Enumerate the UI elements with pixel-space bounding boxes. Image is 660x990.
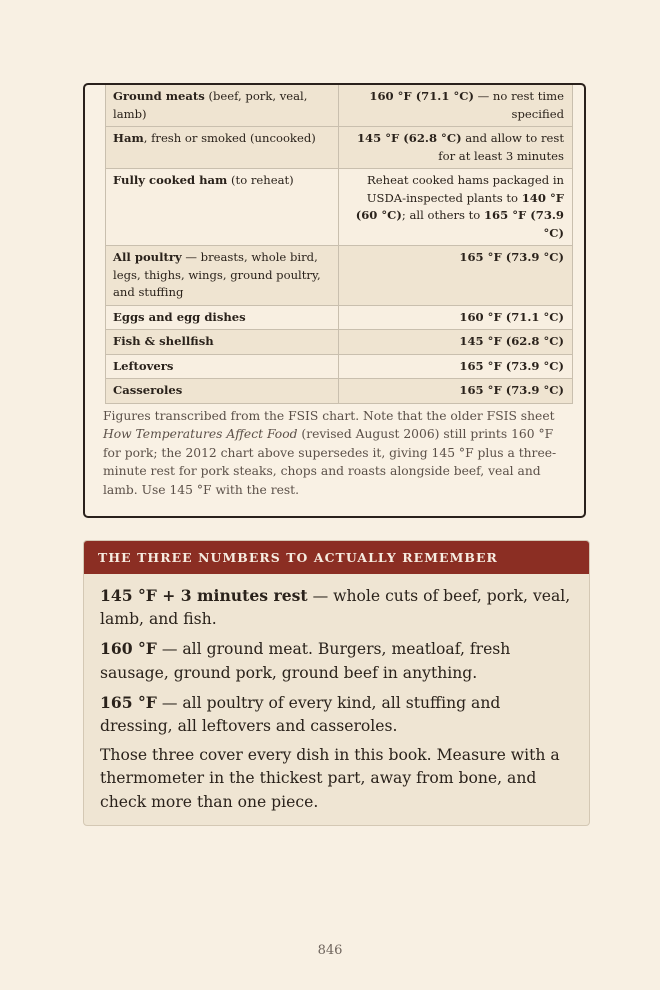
page-number: 846 [317,943,343,958]
figure-note [103,407,573,499]
food-name: Eggs and egg dishes [113,309,246,324]
temperature-cell [339,330,573,355]
temperature-cell [339,305,573,330]
table-row [106,246,573,306]
food-cell [106,85,339,127]
food-cell [106,169,339,246]
food-name: All poultry [113,250,182,264]
callout-body [84,574,589,814]
temperature-note: — no rest time specified [473,89,564,121]
table-row [106,169,573,246]
temperature-value: 140 °F (60 °C) [355,190,564,222]
temperature-cell [339,379,573,404]
figure-note-rest: (revised August 2006) still prints 160 °F for pork; the 2012 chart above supersedes it, giving 145 °F plus a three-minute rest for pork steaks, chops and roasts alongside beef, veal and lamb. Use 145 °F with the rest. [103,427,557,497]
temperature-cell [339,85,573,127]
temperature-value: 165 °F (73.9 °C) [459,383,564,397]
temperature-value: 165 °F (73.9 °C) [459,250,564,264]
callout-item-temp: 165 °F [100,692,157,712]
temperature-value: 160 °F (71.1 °C) [459,309,564,324]
temperature-cell [339,169,573,246]
callout-item-temp: 145 °F + 3 minutes rest [100,586,308,605]
temperature-note: ; all others to [401,208,484,222]
callout-item-text: — all ground meat. Burgers, meatloaf, fresh sausage, ground pork, ground beef in anything. [100,640,511,682]
figure-note-title: How Temperatures Affect Food [103,427,298,442]
temperature-value: 145 °F (62.8 °C) [459,334,564,348]
callout-item-text: — all poultry of every kind, all stuffing and dressing, all leftovers and casseroles. [100,693,501,736]
callout-heading: THE THREE NUMBERS TO ACTUALLY REMEMBER [84,541,589,574]
food-detail: (beef, pork, veal, lamb) [113,89,308,121]
temperature-table [105,85,573,404]
callout-item [100,637,573,684]
temperature-cell [339,127,573,169]
food-detail: , fresh or smoked (uncooked) [143,131,316,145]
temperature-cell [339,354,573,379]
table-row [106,354,573,379]
food-detail: (to reheat) [227,173,294,187]
callout-item-temp: 160 °F [100,639,157,659]
temperature-note: and allow to rest for at least 3 minutes [438,131,564,163]
food-cell [106,330,339,355]
callout-closing: Those three cover every dish in this book. Measure with a thermometer in the thickest part, away from bone, and check more than one piece. [100,746,560,811]
table-row [106,379,573,404]
table-row [106,127,573,169]
table-row [106,85,573,127]
temperature-value: 165 °F (73.9 °C) [483,208,564,240]
callout-item-text: — whole cuts of beef, pork, veal, lamb, and fish. [100,587,571,629]
callout-item [100,691,573,738]
food-cell [106,354,339,379]
table-row [106,305,573,330]
figure-note-lead: Figures transcribed from the FSIS chart. Note that the older FSIS sheet [103,409,555,423]
temperature-value: 145 °F (62.8 °C) [356,131,462,145]
temperature-figure [83,83,586,518]
temperature-note: Reheat cooked hams packaged in USDA-inspected plants to [366,173,564,205]
food-name: Casseroles [113,383,183,397]
food-detail: — breasts, whole bird, legs, thighs, wings, ground poultry, and stuffing [113,250,321,299]
food-cell [106,127,339,169]
food-name: Ham [113,131,144,145]
temperature-cell [339,246,573,306]
remember-callout [83,540,590,826]
temperature-value: 165 °F (73.9 °C) [459,358,564,373]
food-cell [106,379,339,404]
food-name: Fish & shellfish [113,334,214,348]
food-name: Leftovers [113,358,174,373]
food-cell [106,305,339,330]
table-row [106,330,573,355]
food-name: Ground meats [113,89,205,103]
temperature-value: 160 °F (71.1 °C) [369,89,474,103]
food-name: Fully cooked ham [113,173,228,187]
food-cell [106,246,339,306]
callout-item [100,584,573,631]
